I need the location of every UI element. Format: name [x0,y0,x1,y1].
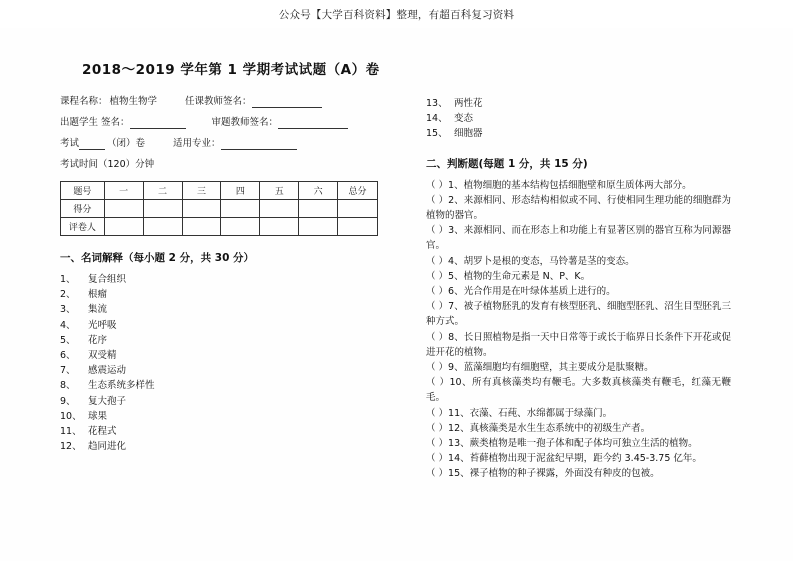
paper-content [60,58,735,482]
item-label: 两性花 [454,98,483,109]
item-label: 变态 [454,113,474,125]
item-label: 光呼吸 [88,319,117,331]
item-number: 14、 [426,113,448,125]
item-label: 根瘤 [88,289,108,301]
list-item: （ ）3、来源相同、而在形态上和功能上有显著区别的器官互称为同源器官。 [426,225,731,252]
score-table-header-cell: 评卷人 [61,218,105,236]
item-label: 球果 [88,410,108,422]
field-row-exam-type [60,138,400,150]
item-label: 生态系统多样性 [88,380,155,392]
section-heading-truefalse: 二、判断题(每题 1 分，共 15 分) [426,157,588,170]
list-item [60,333,400,348]
field-row-author [60,117,400,129]
score-table-header-cell: 题号 [61,182,105,200]
score-table-header-cell: 得分 [61,200,105,218]
truefalse-list [426,178,731,482]
score-table-cell [182,200,221,218]
reviewer-signature-line [278,117,348,129]
item-number: 5、 [60,334,76,346]
score-table-cell: 六 [299,182,338,200]
score-table-cell [299,218,338,236]
author-label: 出题学生 签名： [60,117,130,128]
item-number: 4、 [60,319,76,331]
major-line [221,138,297,150]
field-row-duration [60,159,400,171]
paper-sheet [0,28,793,561]
score-table-total-cell [338,200,378,218]
item-label: 花序 [88,334,108,346]
list-item: （ ）5、植物的生命元素是 N、P、K。 [426,270,591,282]
table-row [61,200,378,218]
list-item [60,439,400,454]
list-item [426,111,731,126]
score-table-cell [299,200,338,218]
list-item: （ ）9、蓝藻细胞均有细胞壁，其主要成分是肽聚糖。 [426,362,654,374]
course-name-label: 课程名称： [60,96,108,107]
watermark-bar [0,0,793,29]
item-label: 双受精 [88,350,117,362]
score-table-total-cell [338,218,378,236]
item-number: 3、 [60,304,76,316]
right-column [426,96,731,482]
item-label: 细胞器 [454,128,483,140]
list-item: （ ）11、衣藻、石莼、水绵都属于绿藻门。 [426,407,613,419]
left-column [60,96,400,482]
list-item: （ ）1、植物细胞的基本结构包括细胞壁和原生质体两大部分。 [426,179,692,191]
exam-type-value: （闭）卷 [107,138,146,149]
score-table-cell [182,218,221,236]
item-number: 12、 [60,441,82,453]
exam-duration-label: 考试时间（120）分钟 [60,159,155,170]
score-table-cell [143,218,182,236]
list-item [60,348,400,363]
score-table-total-cell: 总分 [338,182,378,200]
exam-label: 考试 [60,138,80,149]
watermark-text: 公众号【大学百科资料】整理，有超百科复习资料 [278,8,515,21]
course-name-value: 植物生物学 [109,96,158,107]
author-line [130,117,186,129]
list-item [60,318,400,333]
list-item: （ ）8、长日照植物是指一天中日常等于或长于临界日长条件下开花或促进开花的植物。 [426,331,731,358]
list-item [60,378,400,393]
score-table-cell [104,218,143,236]
score-table-cell [143,200,182,218]
list-item: （ ）10、所有真核藻类均有鞭毛。大多数真核藻类有鞭毛，红藻无鞭毛。 [426,377,731,404]
teacher-signature-line [252,96,322,108]
list-item: （ ）12、真核藻类是水生生态系统中的初级生产者。 [426,422,651,434]
list-item: （ ）4、胡罗卜是根的变态，马铃薯是茎的变态。 [426,255,635,267]
item-number: 15、 [426,128,448,140]
list-item [426,126,731,141]
list-item: （ ）2、来源相同、形态结构相似或不同、行使相同生理功能的细胞群为植物的器官。 [426,194,731,222]
score-table-cell [221,218,260,236]
item-label: 集流 [88,304,108,316]
list-item [60,424,400,439]
list-item: （ ）7、被子植物胚乳的发育有核型胚乳、细胞型胚乳、沼生目型胚乳三种方式。 [426,301,731,328]
score-table-cell [260,200,299,218]
item-label: 花程式 [88,426,117,438]
item-label: 趋同进化 [88,441,127,453]
list-item: （ ）15、裸子植物的种子裸露，外面没有种皮的包被。 [426,468,660,480]
field-row-course [60,96,400,108]
score-table-cell: 二 [143,182,182,200]
term-list-continued [426,96,731,142]
page-title: 2018～2019 学年第 1 学期考试试题（A）卷 [82,62,380,78]
item-number: 2、 [60,289,76,301]
item-number: 13、 [426,98,448,109]
item-number: 7、 [60,365,76,377]
item-label: 感震运动 [88,365,127,377]
score-table-cell: 一 [104,182,143,200]
list-item: （ ）6、光合作用是在叶绿体基质上进行的。 [426,286,616,298]
score-table-cell: 三 [182,182,221,200]
item-number: 1、 [60,274,76,285]
score-table-cell: 四 [221,182,260,200]
item-number: 11、 [60,426,82,438]
two-column-layout [60,96,735,482]
item-label: 复合组织 [88,274,127,285]
score-table-cell: 五 [260,182,299,200]
score-table-cell [221,200,260,218]
score-table-cell [260,218,299,236]
major-label: 适用专业： [173,138,221,149]
table-row [61,182,378,200]
item-label: 复大孢子 [88,395,127,407]
item-number: 8、 [60,380,76,392]
list-item: （ ）14、苔藓植物出现于泥盆纪早期，距今约 3.45-3.75 亿年。 [426,453,702,465]
reviewer-signature-label: 审题教师签名： [211,117,279,128]
item-number: 6、 [60,350,76,362]
item-number: 10、 [60,410,82,422]
exam-blank-line [79,138,105,150]
item-number: 9、 [60,395,76,407]
list-item [60,409,400,424]
list-item [60,302,400,317]
list-item [426,96,731,111]
section-heading-terms: 一、名词解释（每小题 2 分，共 30 分） [60,252,255,264]
list-item [60,363,400,378]
list-item [60,287,400,302]
term-list [60,272,400,454]
list-item [60,394,400,409]
table-row [61,218,378,236]
score-table-cell [104,200,143,218]
score-table [60,181,378,236]
list-item [60,272,400,287]
list-item: （ ）13、蕨类植物是唯一孢子体和配子体均可独立生活的植物。 [426,438,698,450]
teacher-signature-label: 任课教师签名： [185,96,252,107]
